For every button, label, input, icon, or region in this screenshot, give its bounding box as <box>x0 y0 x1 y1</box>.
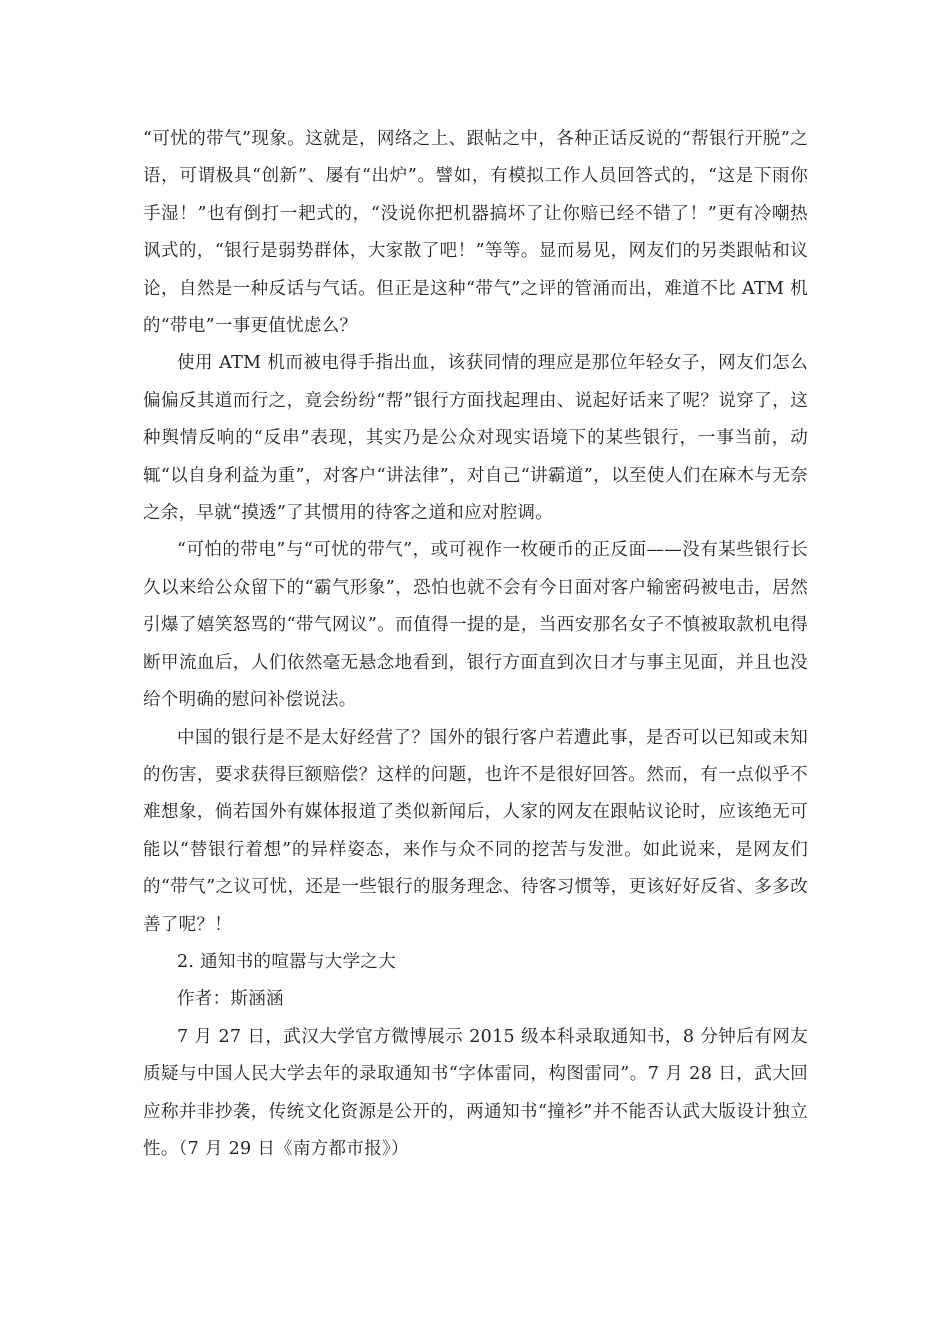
section-title: 2. 通知书的喧嚣与大学之大 <box>177 951 396 972</box>
paragraph-1: “可忧的带气”现象。这就是，网络之上、跟帖之中，各种正话反说的“帮银行开脱”之语，可谓极具“创新”、屡有“出炉”。譬如，有模拟工作人员回答式的，“这是下雨你手湿！”也有倒打一耙式的，“没说你把机器搞坏了让你赔已经不错了！”更有冷嘲热讽式的，“银行是弱势群体，大家散了吧！”等等。显而易见，网友们的另类跟帖和议论，自然是一种反话与气话。但正是这种“带气”之评的管涌而出，难道不比 ATM 机的“带电”一事更值忧虑么？ <box>143 129 808 337</box>
paragraph-5: 7 月 27 日，武汉大学官方微博展示 2015 级本科录取通知书，8 分钟后有网友质疑与中国人民大学去年的录取通知书“字体雷同，构图雷同”。7 月 28 日，武大回应称并非抄袭，传统文化资源是公开的，两通知书“撞衫”并不能否认武大版设计独立性。（7 月 29 日《南方都市报》） <box>143 1026 808 1159</box>
paragraph-2: 使用 ATM 机而被电得手指出血，该获同情的理应是那位年轻女子，网友们怎么偏偏反其道而行之，竟会纷纷“帮”银行方面找起理由、说起好话来了呢？说穿了，这种舆情反响的“反串”表现，其实乃是公众对现实语境下的某些银行，一事当前，动辄“以自身利益为重”，对客户“讲法律”，对自己“讲霸道”，以至使人们在麻木与无奈之余，早就“摸透”了其惯用的待客之道和应对腔调。 <box>143 353 808 524</box>
author-line: 作者：斯涵涵 <box>177 989 284 1010</box>
paragraph-4: 中国的银行是不是太好经营了？国外的银行客户若遭此事，是否可以已知或未知的伤害，要求获得巨额赔偿？这样的问题，也许不是很好回答。然而，有一点似乎不难想象，倘若国外有媒体报道了类似新闻后，人家的网友在跟帖议论时，应该绝无可能以“替银行着想”的异样姿态，来作与众不同的挖苦与发泄。如此说来，是网友们的“带气”之议可忧，还是一些银行的服务理念、待客习惯等，更该好好反省、多多改善了呢？！ <box>143 727 808 935</box>
article-body <box>143 121 808 1168</box>
paragraph-3: “可怕的带电”与“可忧的带气”，或可视作一枚硬币的正反面——没有某些银行长久以来给公众留下的“霸气形象”，恐怕也就不会有今日面对客户输密码被电击，居然引爆了嬉笑怒骂的“带气网议”。而值得一提的是，当西安那名女子不慎被取款机电得断甲流血后，人们依然毫无悬念地看到，银行方面直到次日才与事主见面，并且也没给个明确的慰问补偿说法。 <box>143 540 808 711</box>
